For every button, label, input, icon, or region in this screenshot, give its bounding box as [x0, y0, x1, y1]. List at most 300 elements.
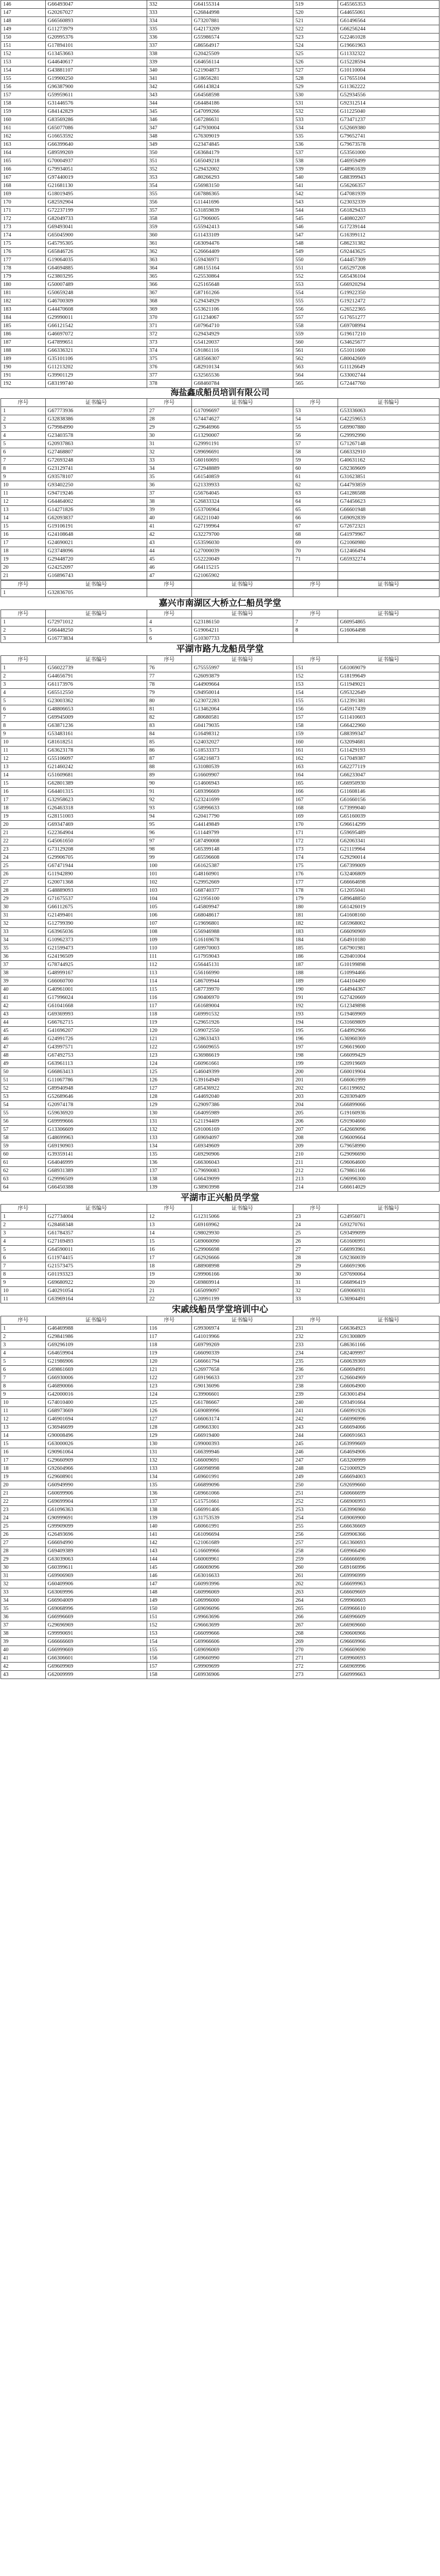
row-number: 50: [1, 1068, 46, 1076]
certificate-number: G96009664: [338, 1134, 439, 1142]
certificate-number: G44104490: [338, 977, 439, 986]
row-number: 18: [1, 1465, 46, 1473]
row-number: 120: [147, 1027, 191, 1035]
table-row: [1, 722, 439, 730]
certificate-number: G99990691: [45, 1630, 147, 1638]
row-number: 105: [147, 903, 191, 911]
row-number: 33: [1, 928, 46, 936]
certificate-number: G41979967: [338, 531, 439, 539]
header-num: 序号: [147, 399, 191, 407]
row-number: 270: [293, 1646, 338, 1654]
row-number: 125: [147, 1399, 191, 1407]
certificate-number: G16773834: [45, 635, 147, 643]
row-number: 55: [1, 1109, 46, 1117]
table-row: [1, 1423, 439, 1432]
row-number: 355: [147, 190, 191, 198]
row-number: 350: [147, 149, 191, 157]
row-number: 187: [1, 338, 46, 347]
row-number: 13: [1, 506, 46, 514]
certificate-number: G40802207: [338, 215, 439, 223]
table-row: [1, 1489, 439, 1498]
certificate-number: G16169678: [191, 936, 293, 944]
row-number: 43: [1, 1010, 46, 1019]
certificate-number: G91006169: [191, 1126, 293, 1134]
row-number: 520: [293, 9, 338, 17]
certificate-number: G66694003: [338, 1473, 439, 1481]
certificate-number: G52669380: [338, 124, 439, 132]
row-number: 89: [147, 771, 191, 779]
certificate-number: G96669690: [338, 1646, 439, 1654]
row-number: 181: [293, 911, 338, 920]
row-number: 121: [147, 1035, 191, 1043]
table-row: [1, 1035, 439, 1043]
table-row: [1, 1019, 439, 1027]
row-number: 35: [147, 473, 191, 481]
header-cert: 证书编号: [45, 1205, 147, 1213]
certificate-number: G69966606: [191, 1638, 293, 1646]
row-number: 530: [293, 91, 338, 99]
row-number: 10: [1, 1399, 46, 1407]
row-number: 246: [293, 1448, 338, 1456]
row-number: 174: [1, 231, 46, 240]
certificate-number: G93491664: [338, 1399, 439, 1407]
row-number: 1: [1, 589, 46, 597]
certificate-number: G66399640: [45, 141, 147, 149]
table-row: [1, 738, 439, 747]
row-number: 208: [293, 1134, 338, 1142]
table-row: [1, 564, 439, 572]
row-number: 2: [1, 1221, 46, 1229]
row-number: 158: [1, 99, 46, 108]
table-row: [1, 347, 439, 355]
row-number: 139: [147, 1183, 191, 1192]
row-number: 44: [147, 547, 191, 555]
row-number: 12: [1, 1415, 46, 1423]
row-number: 159: [1, 108, 46, 116]
row-number: 560: [293, 338, 338, 347]
row-number: 39: [1, 1638, 46, 1646]
row-number: 190: [1, 363, 46, 371]
certificate-number: G45809947: [191, 903, 293, 911]
certificate-number: G11213202: [45, 363, 147, 371]
row-number: 41: [1, 1654, 46, 1663]
row-number: 32: [147, 448, 191, 456]
certificate-number: G96663699: [191, 1621, 293, 1630]
row-number: 28: [293, 1254, 338, 1262]
row-number: 5: [1, 1358, 46, 1366]
table-row: [1, 149, 439, 157]
row-number: 151: [1, 42, 46, 50]
row-number: 198: [293, 1052, 338, 1060]
certificate-number: G60666699: [338, 1489, 439, 1498]
table-header-row: [1, 656, 439, 664]
table-row: [1, 1613, 439, 1621]
row-number: 86: [147, 747, 191, 755]
certificate-number: G66063174: [191, 1415, 293, 1423]
row-number: 20: [1, 1481, 46, 1489]
certificate-number: G31753539: [191, 1514, 293, 1522]
certificate-number: G21904873: [191, 66, 293, 75]
section-title: 海盐鑫成船员培训有限公司: [170, 388, 270, 397]
row-number: 7: [293, 618, 338, 626]
header-cert: 证书编号: [338, 1205, 439, 1213]
certificate-number: G21460242: [45, 763, 147, 771]
row-number: 349: [147, 141, 191, 149]
table-row: [1, 1254, 439, 1262]
row-number: 43: [147, 539, 191, 547]
certificate-number: G96064600: [338, 1159, 439, 1167]
row-number: 244: [293, 1432, 338, 1440]
table-row: [1, 132, 439, 141]
table-row: [1, 165, 439, 174]
certificate-number: G46697072: [45, 330, 147, 338]
certificate-number: G07964710: [191, 322, 293, 330]
certificate-number: G65099097: [191, 1287, 293, 1295]
certificate-number: G43997571: [45, 1043, 147, 1052]
certificate-number: G69060090: [191, 1238, 293, 1246]
certificate-number: G90008496: [45, 1432, 147, 1440]
row-number: 106: [147, 911, 191, 920]
certificate-number: G61199692: [338, 1084, 439, 1093]
header-num: 序号: [293, 399, 338, 407]
certificate-table: [1, 1204, 439, 1303]
table-row: [1, 99, 439, 108]
certificate-number: G63623178: [45, 747, 147, 755]
certificate-number: G31623851: [338, 473, 439, 481]
row-number: 236: [293, 1366, 338, 1374]
row-number: 204: [293, 1101, 338, 1109]
certificate-number: G22461028: [338, 33, 439, 42]
certificate-number: G20995376: [45, 33, 147, 42]
certificate-number: G36986619: [191, 1052, 293, 1060]
row-number: 3: [1, 635, 46, 643]
certificate-number: G11949021: [338, 681, 439, 689]
row-number: 102: [147, 878, 191, 887]
certificate-number: G55986574: [191, 33, 293, 42]
row-number: 33: [293, 1295, 338, 1303]
certificate-number: G69660990: [191, 1654, 293, 1663]
row-number: 213: [293, 1175, 338, 1183]
certificate-number: G52689646: [45, 1093, 147, 1101]
table-row: [1, 1473, 439, 1481]
row-number: 99: [147, 854, 191, 862]
row-number: 212: [293, 1167, 338, 1175]
certificate-number: G11067786: [45, 1076, 147, 1084]
certificate-number: G27199964: [191, 522, 293, 531]
header-num: 序号: [147, 1316, 191, 1325]
certificate-number: G69068996: [45, 1605, 147, 1613]
table-row: [1, 626, 439, 635]
certificate-number: G50659248: [45, 289, 147, 297]
certificate-number: G79984990: [45, 423, 147, 432]
row-number: 138: [147, 1506, 191, 1514]
row-number: 41: [147, 522, 191, 531]
certificate-number: G65512550: [45, 689, 147, 697]
certificate-number: G17096697: [191, 407, 293, 415]
table-row: [1, 1605, 439, 1613]
certificate-number: G68460784: [191, 380, 293, 388]
certificate-number: G19922350: [338, 289, 439, 297]
row-number: 556: [293, 306, 338, 314]
row-number: 167: [1, 174, 46, 182]
table-row: [1, 1588, 439, 1597]
row-number: 546: [293, 223, 338, 231]
certificate-number: G29841986: [45, 1333, 147, 1341]
table-header-row: [1, 1205, 439, 1213]
row-number: 15: [1, 522, 46, 531]
row-number: 519: [293, 1, 338, 9]
row-number: 334: [147, 17, 191, 25]
row-number: 21: [1, 572, 46, 580]
row-number: 61: [1, 1159, 46, 1167]
row-number: 13: [1, 1423, 46, 1432]
table-row: [1, 730, 439, 738]
row-number: 136: [147, 1159, 191, 1167]
row-number: 26: [1, 870, 46, 878]
row-number: 345: [147, 108, 191, 116]
certificate-number: G79690083: [191, 1167, 293, 1175]
certificate-number: G27420669: [338, 994, 439, 1002]
row-number: 531: [293, 99, 338, 108]
row-number: 13: [1, 763, 46, 771]
row-number: 129: [147, 1432, 191, 1440]
certificate-number: G86709944: [191, 977, 293, 986]
row-number: 122: [147, 1043, 191, 1052]
row-number: 132: [147, 1456, 191, 1465]
row-number: 16: [1, 531, 46, 539]
certificate-number: G54120037: [191, 338, 293, 347]
row-number: 101: [147, 870, 191, 878]
certificate-number: G41696207: [45, 1027, 147, 1035]
row-number: 56: [1, 1117, 46, 1126]
certificate-number: G66996669: [45, 1613, 147, 1621]
certificate-number: G66450388: [45, 1183, 147, 1192]
certificate-number: G92604966: [45, 1465, 147, 1473]
row-number: 118: [147, 1341, 191, 1349]
row-number: 524: [293, 42, 338, 50]
certificate-number: G28468348: [45, 1221, 147, 1229]
row-number: 164: [1, 149, 46, 157]
row-number: 131: [147, 1117, 191, 1126]
table-row: [1, 1572, 439, 1580]
row-number: 335: [147, 25, 191, 33]
row-number: 7: [1, 714, 46, 722]
certificate-number: G44149849: [191, 821, 293, 829]
row-number: 59: [293, 456, 338, 465]
table-row: [1, 141, 439, 149]
row-number: 153: [1, 58, 46, 66]
certificate-number: G66099666: [191, 1630, 293, 1638]
row-number: 238: [293, 1382, 338, 1391]
certificate-number: G66899096: [191, 1481, 293, 1489]
row-number: 195: [293, 1027, 338, 1035]
certificate-number: G21060980: [338, 539, 439, 547]
table-row: [1, 415, 439, 423]
certificate-number: G60699906: [45, 1489, 147, 1498]
certificate-number: G21194409: [191, 1117, 293, 1126]
row-number: 185: [293, 944, 338, 953]
table-row: [1, 961, 439, 969]
certificate-number: G21119964: [338, 845, 439, 854]
row-number: 11: [1, 489, 46, 498]
certificate-number: G61660156: [338, 796, 439, 804]
certificate-number: G23072283: [191, 697, 293, 705]
certificate-number: G29991191: [191, 440, 293, 448]
certificate-number: G94719246: [45, 489, 147, 498]
certificate-number: G16609907: [191, 771, 293, 779]
table-row: [1, 9, 439, 17]
certificate-number: G64656114: [191, 58, 293, 66]
certificate-number: G21573475: [45, 1262, 147, 1270]
row-number: 8: [1, 465, 46, 473]
certificate-number: G24196509: [45, 953, 147, 961]
row-number: 121: [147, 1366, 191, 1374]
certificate-number: G69409389: [45, 1547, 147, 1555]
certificate-number: G66112675: [45, 903, 147, 911]
row-number: 366: [147, 281, 191, 289]
certificate-number: G83199740: [45, 380, 147, 388]
certificate-number: G64910180: [338, 936, 439, 944]
certificate-number: G44909664: [191, 681, 293, 689]
row-number: 38: [147, 498, 191, 506]
certificate-number: G97440019: [45, 174, 147, 182]
certificate-number: G58216873: [191, 755, 293, 763]
certificate-number: G80266293: [191, 174, 293, 182]
certificate-number: G34625677: [338, 338, 439, 347]
row-number: 57: [293, 440, 338, 448]
table-row: [1, 1531, 439, 1539]
table-row: [1, 635, 439, 643]
certificate-number: G64464002: [45, 498, 147, 506]
certificate-number: G29434929: [191, 330, 293, 338]
certificate-table: [1, 0, 439, 388]
certificate-number: G20071368: [45, 878, 147, 887]
certificate-number: G48961639: [338, 165, 439, 174]
row-number: 353: [147, 174, 191, 182]
row-number: 1: [1, 618, 46, 626]
certificate-number: G69694097: [191, 1134, 293, 1142]
table-row: [1, 804, 439, 812]
certificate-number: G93578107: [45, 473, 147, 481]
row-number: 27: [293, 1246, 338, 1254]
certificate-number: G21000929: [338, 1465, 439, 1473]
certificate-number: G69966610: [338, 1605, 439, 1613]
certificate-number: G80680581: [191, 714, 293, 722]
row-number: 117: [147, 1333, 191, 1341]
certificate-number: G87161266: [191, 289, 293, 297]
certificate-number: G66121542: [45, 322, 147, 330]
certificate-number: G60961661: [191, 1060, 293, 1068]
table-row: [1, 190, 439, 198]
table-row: [1, 788, 439, 796]
row-number: 176: [293, 870, 338, 878]
certificate-number: G63969164: [45, 1295, 147, 1303]
certificate-number: G29906705: [45, 854, 147, 862]
row-number: 181: [1, 289, 46, 297]
row-number: 249: [293, 1473, 338, 1481]
table-row: [1, 17, 439, 25]
header-cert: 证书编号: [191, 610, 293, 618]
certificate-number: G87490008: [191, 837, 293, 845]
certificate-number: G48889093: [45, 887, 147, 895]
table-row: [1, 664, 439, 672]
certificate-number: G18199649: [338, 672, 439, 681]
row-number: 372: [147, 330, 191, 338]
row-number: 179: [1, 273, 46, 281]
certificate-number: G69190903: [45, 1142, 147, 1150]
document: [1, 0, 439, 1679]
table-row: [1, 42, 439, 50]
table-row: [1, 1060, 439, 1068]
certificate-number: G75555997: [191, 664, 293, 672]
row-number: 150: [1, 33, 46, 42]
certificate-number: G65968002: [338, 920, 439, 928]
row-number: 69: [293, 539, 338, 547]
certificate-number: G32958623: [45, 796, 147, 804]
row-number: 37: [1, 961, 46, 969]
certificate-number: G58996633: [191, 804, 293, 812]
row-number: 196: [293, 1035, 338, 1043]
row-number: 10: [1, 1287, 46, 1295]
row-number: 13: [147, 1221, 191, 1229]
row-number: 144: [147, 1555, 191, 1564]
certificate-number: G69906969: [45, 1572, 147, 1580]
row-number: 7: [1, 1262, 46, 1270]
certificate-number: G72237199: [45, 207, 147, 215]
certificate-number: G92312514: [338, 99, 439, 108]
certificate-number: G69680922: [45, 1279, 147, 1287]
table-row: [1, 862, 439, 870]
row-number: 3: [1, 423, 46, 432]
certificate-number: G38903998: [191, 1183, 293, 1192]
certificate-number: G64115215: [191, 564, 293, 572]
row-number: 258: [293, 1547, 338, 1555]
table-row: [1, 977, 439, 986]
row-number: 123: [147, 1052, 191, 1060]
certificate-number: G61096363: [45, 1506, 147, 1514]
certificate-number: G99000393: [191, 1440, 293, 1448]
row-number: 40: [1, 1646, 46, 1654]
row-number: 266: [293, 1613, 338, 1621]
table-row: [1, 355, 439, 363]
table-row: [1, 1183, 439, 1192]
row-number: 548: [293, 240, 338, 248]
certificate-number: G69296109: [45, 1341, 147, 1349]
row-number: 37: [1, 1621, 46, 1630]
row-number: 129: [147, 1101, 191, 1109]
certificate-number: G61784357: [45, 1229, 147, 1238]
certificate-number: G96996300: [338, 1175, 439, 1183]
row-number: 190: [293, 986, 338, 994]
certificate-number: G60409906: [45, 1580, 147, 1588]
row-number: 139: [147, 1514, 191, 1522]
row-number: 23: [1, 845, 46, 854]
certificate-number: G67901981: [338, 944, 439, 953]
row-number: 42: [1, 1663, 46, 1671]
table-row: [1, 986, 439, 994]
certificate-number: G69166996: [338, 1564, 439, 1572]
certificate-number: G66762715: [45, 1019, 147, 1027]
row-number: 177: [293, 878, 338, 887]
header-num: 序号: [1, 1316, 46, 1325]
certificate-number: G36960369: [338, 1035, 439, 1043]
certificate-number: G66991926: [338, 1407, 439, 1415]
table-row: [1, 498, 439, 506]
table-row: [1, 1580, 439, 1588]
certificate-number: G17894101: [45, 42, 147, 50]
table-row: [1, 1295, 439, 1303]
certificate-number: G47930004: [191, 124, 293, 132]
